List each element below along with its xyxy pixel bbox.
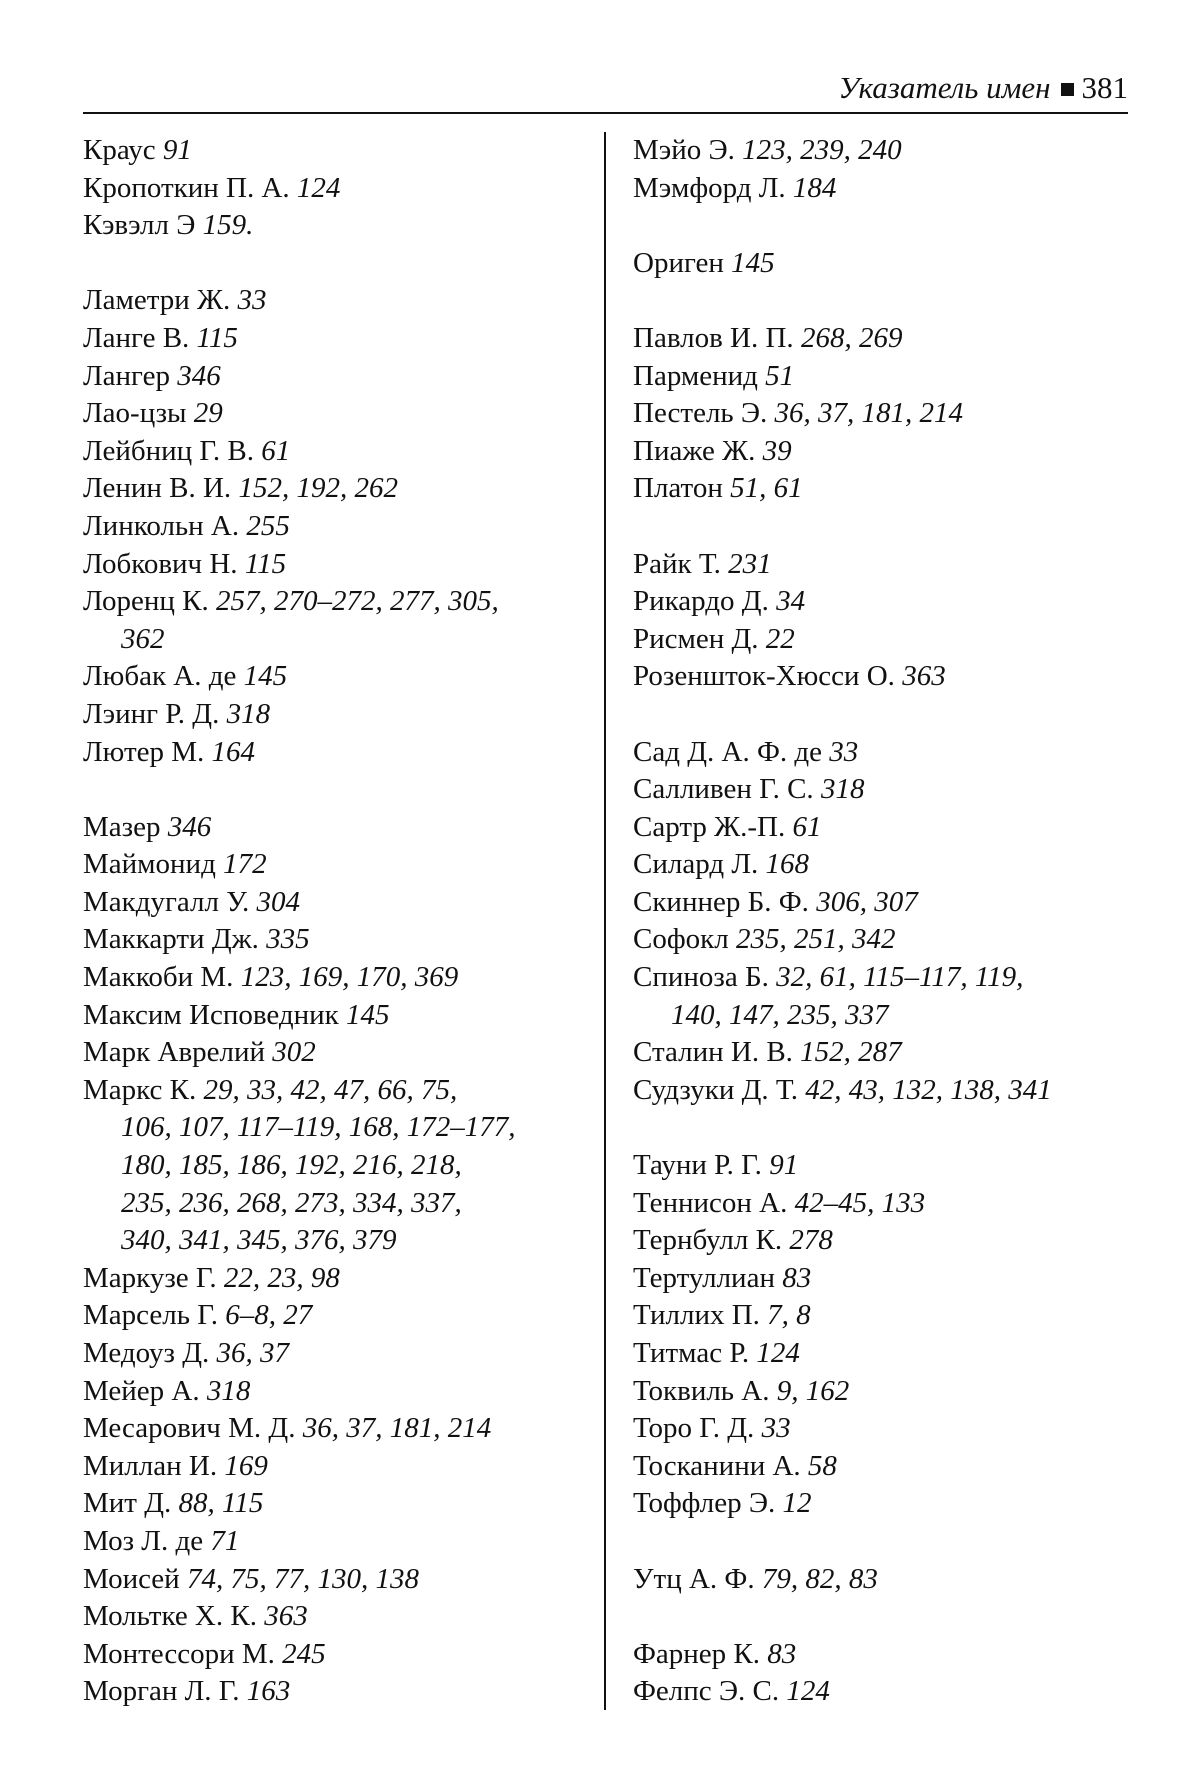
entry-name: Торо Г. Д. bbox=[633, 1412, 762, 1445]
entry-name: Судзуки Д. Т. bbox=[633, 1073, 806, 1106]
entry-pages: 33 bbox=[829, 735, 859, 768]
entry-pages: 346 bbox=[177, 359, 221, 392]
entry-pages: 51, 61 bbox=[730, 472, 803, 505]
index-entry bbox=[633, 1185, 1133, 1223]
index-entry bbox=[83, 696, 603, 734]
entry-pages: 164 bbox=[211, 735, 256, 768]
entry-name: Скиннер Б. Ф. bbox=[633, 885, 817, 918]
entry-pages: 88, 115 bbox=[178, 1487, 264, 1520]
letter-group-gap bbox=[633, 207, 1133, 245]
entry-pages: 145 bbox=[243, 660, 288, 693]
index-entry bbox=[633, 583, 1133, 621]
index-entry bbox=[83, 1448, 603, 1486]
entry-name: Платон bbox=[633, 472, 731, 505]
index-entry bbox=[633, 170, 1133, 208]
header-text bbox=[838, 70, 1128, 106]
entry-pages: 123, 239, 240 bbox=[742, 134, 902, 166]
entry-pages: 7, 8 bbox=[767, 1299, 811, 1332]
entry-name: Мейер А. bbox=[83, 1374, 207, 1407]
entry-pages: 318 bbox=[226, 697, 271, 730]
letter-group-gap bbox=[633, 696, 1133, 734]
entry-pages: 169 bbox=[224, 1449, 268, 1482]
entry-pages: 79, 82, 83 bbox=[761, 1562, 878, 1595]
letter-group-gap bbox=[633, 282, 1133, 320]
square-bullet-icon bbox=[1061, 83, 1074, 96]
entry-pages: 29 bbox=[193, 397, 223, 430]
index-entry bbox=[633, 433, 1133, 471]
entry-pages: 363 bbox=[264, 1600, 308, 1633]
entry-pages: 12 bbox=[782, 1487, 812, 1520]
entry-pages: 318 bbox=[820, 773, 865, 806]
index-entry bbox=[83, 1034, 603, 1072]
letter-group-gap bbox=[633, 1523, 1133, 1561]
index-entry bbox=[633, 358, 1133, 396]
entry-name: Тертуллиан bbox=[633, 1261, 783, 1294]
index-entry bbox=[633, 1673, 1133, 1711]
index-entry bbox=[633, 1485, 1133, 1523]
entry-name: Линкольн А. bbox=[83, 509, 247, 542]
entry-pages: 304 bbox=[256, 885, 301, 918]
entry-name: Максим Исповедник bbox=[83, 998, 346, 1031]
index-entry bbox=[633, 658, 1133, 696]
index-column-right bbox=[633, 132, 1133, 1711]
entry-name: Утц А. Ф. bbox=[633, 1562, 762, 1595]
entry-pages-continued: 235, 236, 268, 273, 334, 337, bbox=[121, 1186, 462, 1219]
index-entry bbox=[83, 1598, 603, 1636]
entry-pages-continued: 340, 341, 345, 376, 379 bbox=[121, 1224, 397, 1257]
entry-pages: 29, 33, 42, 47, 66, 75, bbox=[203, 1073, 458, 1106]
entry-name: Ленин В. И. bbox=[83, 472, 239, 505]
index-entry bbox=[83, 170, 603, 208]
index-entry bbox=[633, 1373, 1133, 1411]
entry-name: Пиаже Ж. bbox=[633, 434, 763, 467]
column-divider bbox=[604, 132, 606, 1710]
header-title: Указатель имен bbox=[838, 70, 1051, 105]
entry-name: Павлов И. П. bbox=[633, 321, 801, 354]
entry-pages: 58 bbox=[807, 1449, 837, 1482]
entry-name: Лобкович Н. bbox=[83, 547, 245, 580]
entry-pages: 115 bbox=[244, 547, 287, 580]
index-entry bbox=[633, 395, 1133, 433]
index-entry bbox=[83, 1072, 603, 1110]
index-entry bbox=[633, 1636, 1133, 1674]
entry-pages: 302 bbox=[272, 1036, 316, 1069]
letter-group-gap bbox=[633, 1598, 1133, 1636]
entry-pages: 145 bbox=[346, 998, 390, 1031]
index-entry bbox=[83, 583, 603, 621]
index-entry bbox=[83, 395, 603, 433]
entry-name: Мэмфорд Л. bbox=[633, 171, 793, 204]
index-entry bbox=[83, 658, 603, 696]
index-entry bbox=[633, 621, 1133, 659]
index-entry bbox=[83, 282, 603, 320]
entry-name: Тоффлер Э. bbox=[633, 1487, 783, 1520]
entry-name: Мэйо Э. bbox=[633, 134, 743, 166]
entry-name: Мит Д. bbox=[83, 1487, 179, 1520]
entry-pages: 39 bbox=[762, 434, 792, 467]
entry-pages: 346 bbox=[167, 810, 212, 843]
entry-pages: 363 bbox=[902, 660, 946, 693]
page-number: 381 bbox=[1081, 70, 1128, 105]
entry-name: Лао-цзы bbox=[83, 397, 194, 430]
entry-pages: 32, 61, 115–117, 119, bbox=[776, 961, 1024, 994]
entry-pages: 123, 169, 170, 369 bbox=[240, 961, 459, 994]
index-column-left bbox=[83, 132, 603, 1711]
index-entry bbox=[633, 245, 1133, 283]
index-entry bbox=[83, 508, 603, 546]
index-entry bbox=[633, 734, 1133, 772]
entry-pages: 83 bbox=[767, 1637, 797, 1670]
entry-pages: 83 bbox=[782, 1261, 812, 1294]
letter-group-gap bbox=[633, 508, 1133, 546]
entry-name: Силард Л. bbox=[633, 848, 766, 881]
entry-name: Тосканини А. bbox=[633, 1449, 808, 1482]
entry-name: Лютер М. bbox=[83, 735, 212, 768]
entry-pages: 245 bbox=[282, 1637, 326, 1670]
index-entry bbox=[83, 207, 603, 245]
entry-name: Лейбниц Г. В. bbox=[83, 434, 262, 467]
entry-pages: 22, 23, 98 bbox=[223, 1261, 340, 1294]
entry-name: Марк Аврелий bbox=[83, 1036, 273, 1069]
entry-name: Мольтке Х. К. bbox=[83, 1600, 265, 1633]
entry-name: Маккоби М. bbox=[83, 961, 241, 994]
entry-name: Ориген bbox=[633, 246, 732, 279]
index-entry bbox=[83, 1561, 603, 1599]
index-entry bbox=[83, 358, 603, 396]
index-entry bbox=[633, 1335, 1133, 1373]
entry-name: Пестель Э. bbox=[633, 397, 775, 430]
entry-name: Лоренц К. bbox=[83, 585, 216, 618]
entry-name: Миллан И. bbox=[83, 1449, 225, 1482]
index-entry bbox=[83, 320, 603, 358]
entry-pages: 152, 287 bbox=[800, 1036, 902, 1069]
entry-pages: 335 bbox=[266, 923, 310, 956]
entry-pages: 268, 269 bbox=[800, 321, 903, 354]
entry-name: Морган Л. Г. bbox=[83, 1675, 247, 1708]
entry-name: Тернбулл К. bbox=[633, 1224, 790, 1257]
index-entry bbox=[83, 809, 603, 847]
index-entry bbox=[83, 1485, 603, 1523]
entry-pages: 36, 37 bbox=[216, 1337, 290, 1369]
entry-pages: 124 bbox=[786, 1675, 830, 1708]
entry-name: Монтессори М. bbox=[83, 1637, 283, 1670]
entry-name: Спиноза Б. bbox=[633, 961, 777, 994]
entry-name: Моисей bbox=[83, 1562, 187, 1595]
entry-name: Сартр Ж.-П. bbox=[633, 810, 793, 843]
letter-group-gap bbox=[633, 1109, 1133, 1147]
entry-name: Макдугалл У. bbox=[83, 885, 257, 918]
entry-name: Тиллих П. bbox=[633, 1299, 768, 1332]
index-entry bbox=[83, 132, 603, 170]
entry-pages: 74, 75, 77, 130, 138 bbox=[186, 1562, 419, 1595]
entry-pages: 6–8, 27 bbox=[225, 1299, 313, 1332]
entry-name: Медоуз Д. bbox=[83, 1337, 217, 1369]
entry-name: Теннисон А. bbox=[633, 1186, 795, 1219]
entry-name: Лангер bbox=[83, 359, 178, 392]
entry-pages-continued: 106, 107, 117–119, 168, 172–177, bbox=[121, 1111, 516, 1144]
entry-name: Марсель Г. bbox=[83, 1299, 226, 1332]
entry-pages: 36, 37, 181, 214 bbox=[774, 397, 964, 430]
entry-pages: 9, 162 bbox=[776, 1374, 850, 1407]
index-entry bbox=[633, 1448, 1133, 1486]
entry-pages: 124 bbox=[296, 171, 341, 204]
entry-pages: 124 bbox=[756, 1337, 800, 1369]
index-entry bbox=[83, 884, 603, 922]
entry-name: Салливен Г. С. bbox=[633, 773, 821, 806]
index-entry bbox=[633, 470, 1133, 508]
index-entry bbox=[633, 1222, 1133, 1260]
entry-name: Парменид bbox=[633, 359, 766, 392]
index-entry bbox=[83, 734, 603, 772]
entry-pages: 42, 43, 132, 138, 341 bbox=[805, 1073, 1052, 1106]
entry-pages: 61 bbox=[792, 810, 822, 843]
index-entry bbox=[633, 1072, 1133, 1110]
entry-pages-continued: 180, 185, 186, 192, 216, 218, bbox=[121, 1149, 462, 1182]
index-entry bbox=[633, 1561, 1133, 1599]
entry-name: Месарович М. Д. bbox=[83, 1412, 303, 1445]
index-entry bbox=[83, 921, 603, 959]
entry-pages: 318 bbox=[206, 1374, 251, 1407]
index-entry bbox=[633, 771, 1133, 809]
entry-pages: 36, 37, 181, 214 bbox=[302, 1412, 492, 1445]
entry-pages: 145 bbox=[731, 246, 775, 279]
index-entry bbox=[633, 959, 1133, 997]
index-entry bbox=[633, 1260, 1133, 1298]
entry-name: Райк Т. bbox=[633, 547, 729, 580]
entry-name: Фелпс Э. С. bbox=[633, 1675, 787, 1708]
index-entry bbox=[633, 921, 1133, 959]
entry-pages: 91 bbox=[162, 134, 192, 166]
index-entry bbox=[633, 320, 1133, 358]
entry-pages-continued: 362 bbox=[121, 622, 165, 655]
entry-name: Кропоткин П. А. bbox=[83, 171, 297, 204]
index-entry bbox=[633, 1147, 1133, 1185]
entry-name: Ланге В. bbox=[83, 321, 197, 354]
index-entry bbox=[633, 546, 1133, 584]
entry-name: Лэинг Р. Д. bbox=[83, 697, 227, 730]
index-entry bbox=[83, 1636, 603, 1674]
entry-name: Кэвэлл Э bbox=[83, 209, 203, 242]
index-entry bbox=[83, 1373, 603, 1411]
entry-name: Токвиль А. bbox=[633, 1374, 777, 1407]
index-entry bbox=[83, 1335, 603, 1373]
entry-name: Маккарти Дж. bbox=[83, 923, 267, 956]
index-entry bbox=[633, 132, 1133, 170]
entry-name: Сталин И. В. bbox=[633, 1036, 801, 1069]
index-entry bbox=[83, 1260, 603, 1298]
index-entry bbox=[83, 470, 603, 508]
entry-pages-continued: 140, 147, 235, 337 bbox=[671, 998, 889, 1031]
entry-name: Ламетри Ж. bbox=[83, 284, 238, 317]
entry-pages: 34 bbox=[776, 585, 806, 618]
entry-name: Моз Л. де bbox=[83, 1524, 211, 1557]
index-entry bbox=[83, 846, 603, 884]
entry-name: Маймонид bbox=[83, 848, 224, 881]
entry-pages: 33 bbox=[761, 1412, 791, 1445]
entry-name: Розеншток-Хюсси О. bbox=[633, 660, 903, 693]
entry-name: Мазер bbox=[83, 810, 168, 843]
index-entry bbox=[83, 959, 603, 997]
running-header bbox=[83, 62, 1128, 114]
entry-pages: 255 bbox=[246, 509, 290, 542]
index-entry bbox=[633, 1297, 1133, 1335]
index-entry bbox=[83, 1523, 603, 1561]
index-entry bbox=[633, 884, 1133, 922]
index-entry bbox=[633, 1034, 1133, 1072]
letter-group-gap bbox=[83, 771, 603, 809]
entry-pages: 91 bbox=[769, 1149, 799, 1182]
entry-name: Фарнер К. bbox=[633, 1637, 768, 1670]
entry-name: Рисмен Д. bbox=[633, 622, 766, 655]
index-entry bbox=[83, 433, 603, 471]
entry-pages: 184 bbox=[792, 171, 837, 204]
entry-name: Маркузе Г. bbox=[83, 1261, 224, 1294]
index-entry bbox=[633, 809, 1133, 847]
index-entry bbox=[83, 997, 603, 1035]
entry-pages: 278 bbox=[789, 1224, 833, 1257]
entry-name: Сад Д. А. Ф. де bbox=[633, 735, 830, 768]
index-entry bbox=[83, 1410, 603, 1448]
index-entry bbox=[633, 1410, 1133, 1448]
entry-pages: 172 bbox=[223, 848, 267, 881]
entry-pages: 71 bbox=[210, 1524, 240, 1557]
entry-pages: 168 bbox=[765, 848, 809, 881]
entry-pages: 159. bbox=[202, 209, 254, 242]
entry-pages: 231 bbox=[728, 547, 772, 580]
index-entry bbox=[83, 546, 603, 584]
entry-name: Любак А. де bbox=[83, 660, 244, 693]
entry-name: Тауни Р. Г. bbox=[633, 1149, 770, 1182]
entry-pages: 115 bbox=[196, 321, 238, 354]
entry-pages: 235, 251, 342 bbox=[735, 923, 896, 956]
entry-pages: 51 bbox=[765, 359, 795, 392]
entry-pages: 257, 270–272, 277, 305, bbox=[215, 585, 499, 618]
index-entry bbox=[83, 1297, 603, 1335]
entry-name: Титмас Р. bbox=[633, 1337, 757, 1369]
entry-name: Рикардо Д. bbox=[633, 585, 777, 618]
letter-group-gap bbox=[83, 245, 603, 283]
entry-pages: 163 bbox=[246, 1675, 291, 1708]
entry-pages: 22 bbox=[765, 622, 795, 655]
entry-pages: 42–45, 133 bbox=[794, 1186, 926, 1219]
entry-pages: 33 bbox=[237, 284, 267, 317]
entry-pages: 61 bbox=[261, 434, 291, 467]
entry-pages: 152, 192, 262 bbox=[238, 472, 398, 505]
entry-name: Софокл bbox=[633, 923, 736, 956]
entry-name: Краус bbox=[83, 134, 163, 166]
index-entry bbox=[83, 1673, 603, 1711]
entry-pages: 306, 307 bbox=[816, 885, 918, 918]
entry-name: Маркс К. bbox=[83, 1073, 204, 1106]
index-entry bbox=[633, 846, 1133, 884]
